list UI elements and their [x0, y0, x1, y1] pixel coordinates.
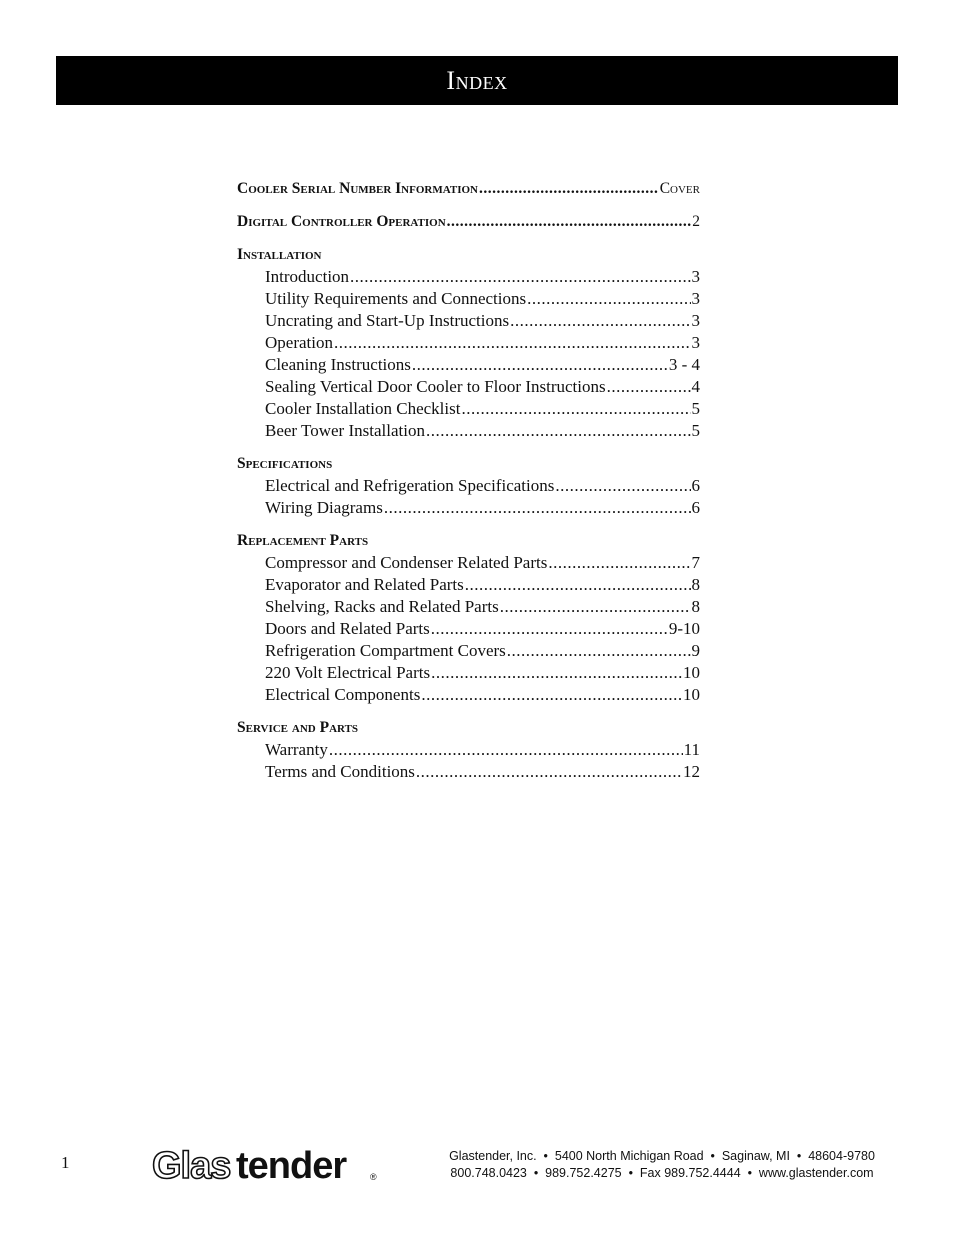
toc-item-label: Refrigeration Compartment Covers	[265, 641, 506, 660]
toc-item-label: Beer Tower Installation	[265, 421, 425, 440]
toc-item[interactable]	[237, 475, 700, 497]
toc-item-page: 3	[691, 333, 700, 352]
toc-item-page: 12	[683, 762, 700, 781]
toc-item-label: Operation	[265, 333, 333, 352]
toc-item-label: Electrical Components	[265, 685, 421, 704]
footer-contact	[418, 1148, 906, 1182]
section-specifications-list	[237, 475, 700, 519]
toc-entry-page: Cover	[659, 180, 700, 197]
toc-item-label: Shelving, Racks and Related Parts	[265, 597, 499, 616]
toc-item-page: 8	[691, 575, 700, 594]
toc-entry-page: 2	[692, 213, 700, 230]
toc-item[interactable]	[237, 618, 700, 640]
toc-item[interactable]	[237, 552, 700, 574]
dot-leader	[431, 618, 668, 640]
toc-item-label: 220 Volt Electrical Parts	[265, 663, 431, 682]
dot-leader	[527, 288, 690, 310]
toc-item[interactable]	[237, 739, 700, 761]
section-replacement-parts-list	[237, 552, 700, 706]
toc-item-page: 5	[691, 399, 700, 418]
toc-item[interactable]	[237, 398, 700, 420]
toc-item-page: 9-10	[668, 619, 700, 638]
toc-item-page: 3 - 4	[668, 355, 700, 374]
dot-leader	[350, 266, 690, 288]
toc-item-label: Uncrating and Start-Up Instructions	[265, 311, 510, 330]
dot-leader	[607, 376, 691, 398]
dot-leader	[447, 211, 692, 233]
dot-leader	[548, 552, 690, 574]
toc-item-label: Electrical and Refrigeration Specifications	[265, 476, 555, 495]
section-heading-specifications: Specifications	[237, 455, 333, 472]
page-title: Index	[446, 65, 508, 95]
toc-item[interactable]	[237, 288, 700, 310]
toc-item-label: Doors and Related Parts	[265, 619, 430, 638]
toc-item-label: Sealing Vertical Door Cooler to Floor Instructions	[265, 377, 606, 396]
toc-item[interactable]	[237, 310, 700, 332]
toc-item[interactable]	[237, 574, 700, 596]
toc-item[interactable]	[237, 266, 700, 288]
svg-text:tender: tender	[236, 1145, 347, 1185]
toc-item-page: 8	[691, 597, 700, 616]
dot-leader	[416, 761, 682, 783]
section-heading-replacement-parts: Replacement Parts	[237, 532, 369, 549]
toc-item[interactable]	[237, 497, 700, 519]
glastender-logo-mark	[152, 1143, 382, 1185]
toc-item-label: Compressor and Condenser Related Parts	[265, 553, 548, 572]
dot-leader	[461, 398, 690, 420]
dot-leader	[334, 332, 691, 354]
dot-leader	[384, 497, 691, 519]
toc-item-label: Cleaning Instructions	[265, 355, 411, 374]
dot-leader	[421, 684, 682, 706]
section-service-and-parts-list	[237, 739, 700, 783]
toc-entry-label: Cooler Serial Number Information	[237, 180, 478, 197]
footer-address: Glastender, Inc. • 5400 North Michigan Road • Saginaw, MI • 48604-9780	[449, 1149, 875, 1163]
toc-item-page: 6	[691, 476, 700, 495]
dot-leader	[500, 596, 691, 618]
toc-item[interactable]	[237, 640, 700, 662]
toc-entry-cooler-serial[interactable]	[237, 178, 700, 200]
section-heading-service-and-parts: Service and Parts	[237, 719, 359, 736]
toc-item[interactable]	[237, 596, 700, 618]
dot-leader	[479, 178, 659, 200]
toc-item-page: 9	[691, 641, 700, 660]
dot-leader	[329, 739, 683, 761]
toc-item[interactable]	[237, 420, 700, 442]
toc-item-label: Warranty	[265, 740, 328, 759]
dot-leader	[507, 640, 691, 662]
toc-item-page: 3	[691, 289, 700, 308]
toc-item-label: Cooler Installation Checklist	[265, 399, 461, 418]
svg-text:Glas: Glas	[152, 1145, 231, 1185]
dot-leader	[465, 574, 691, 596]
page-number: 1	[61, 1153, 70, 1172]
glastender-logo	[152, 1143, 382, 1190]
toc-item-page: 3	[691, 311, 700, 330]
toc-item[interactable]	[237, 662, 700, 684]
toc-item-label: Utility Requirements and Connections	[265, 289, 527, 308]
toc-item-label: Wiring Diagrams	[265, 498, 383, 517]
table-of-contents	[237, 178, 700, 783]
toc-item[interactable]	[237, 761, 700, 783]
svg-text:®: ®	[370, 1172, 377, 1182]
toc-item-page: 3	[691, 267, 700, 286]
toc-item-page: 11	[683, 740, 700, 759]
toc-item-label: Introduction	[265, 267, 350, 286]
toc-item-page: 7	[691, 553, 700, 572]
dot-leader	[510, 310, 690, 332]
toc-item-page: 5	[691, 421, 700, 440]
toc-item-page: 4	[691, 377, 700, 396]
toc-item[interactable]	[237, 684, 700, 706]
toc-item[interactable]	[237, 376, 700, 398]
dot-leader	[555, 475, 690, 497]
toc-item-page: 10	[683, 685, 700, 704]
toc-entry-digital-controller[interactable]	[237, 211, 700, 233]
toc-item-page: 6	[691, 498, 700, 517]
footer-contact-line: 800.748.0423 • 989.752.4275 • Fax 989.752.4444 • www.glastender.com	[450, 1166, 874, 1180]
toc-item-page: 10	[683, 663, 700, 682]
dot-leader	[412, 354, 668, 376]
section-heading-installation: Installation	[237, 246, 322, 263]
section-installation-list	[237, 266, 700, 442]
dot-leader	[431, 662, 682, 684]
dot-leader	[426, 420, 691, 442]
toc-item[interactable]	[237, 332, 700, 354]
toc-entry-label: Digital Controller Operation	[237, 213, 446, 230]
toc-item-label: Evaporator and Related Parts	[265, 575, 464, 594]
toc-item-label: Terms and Conditions	[265, 762, 415, 781]
title-banner	[56, 56, 898, 105]
toc-item[interactable]	[237, 354, 700, 376]
